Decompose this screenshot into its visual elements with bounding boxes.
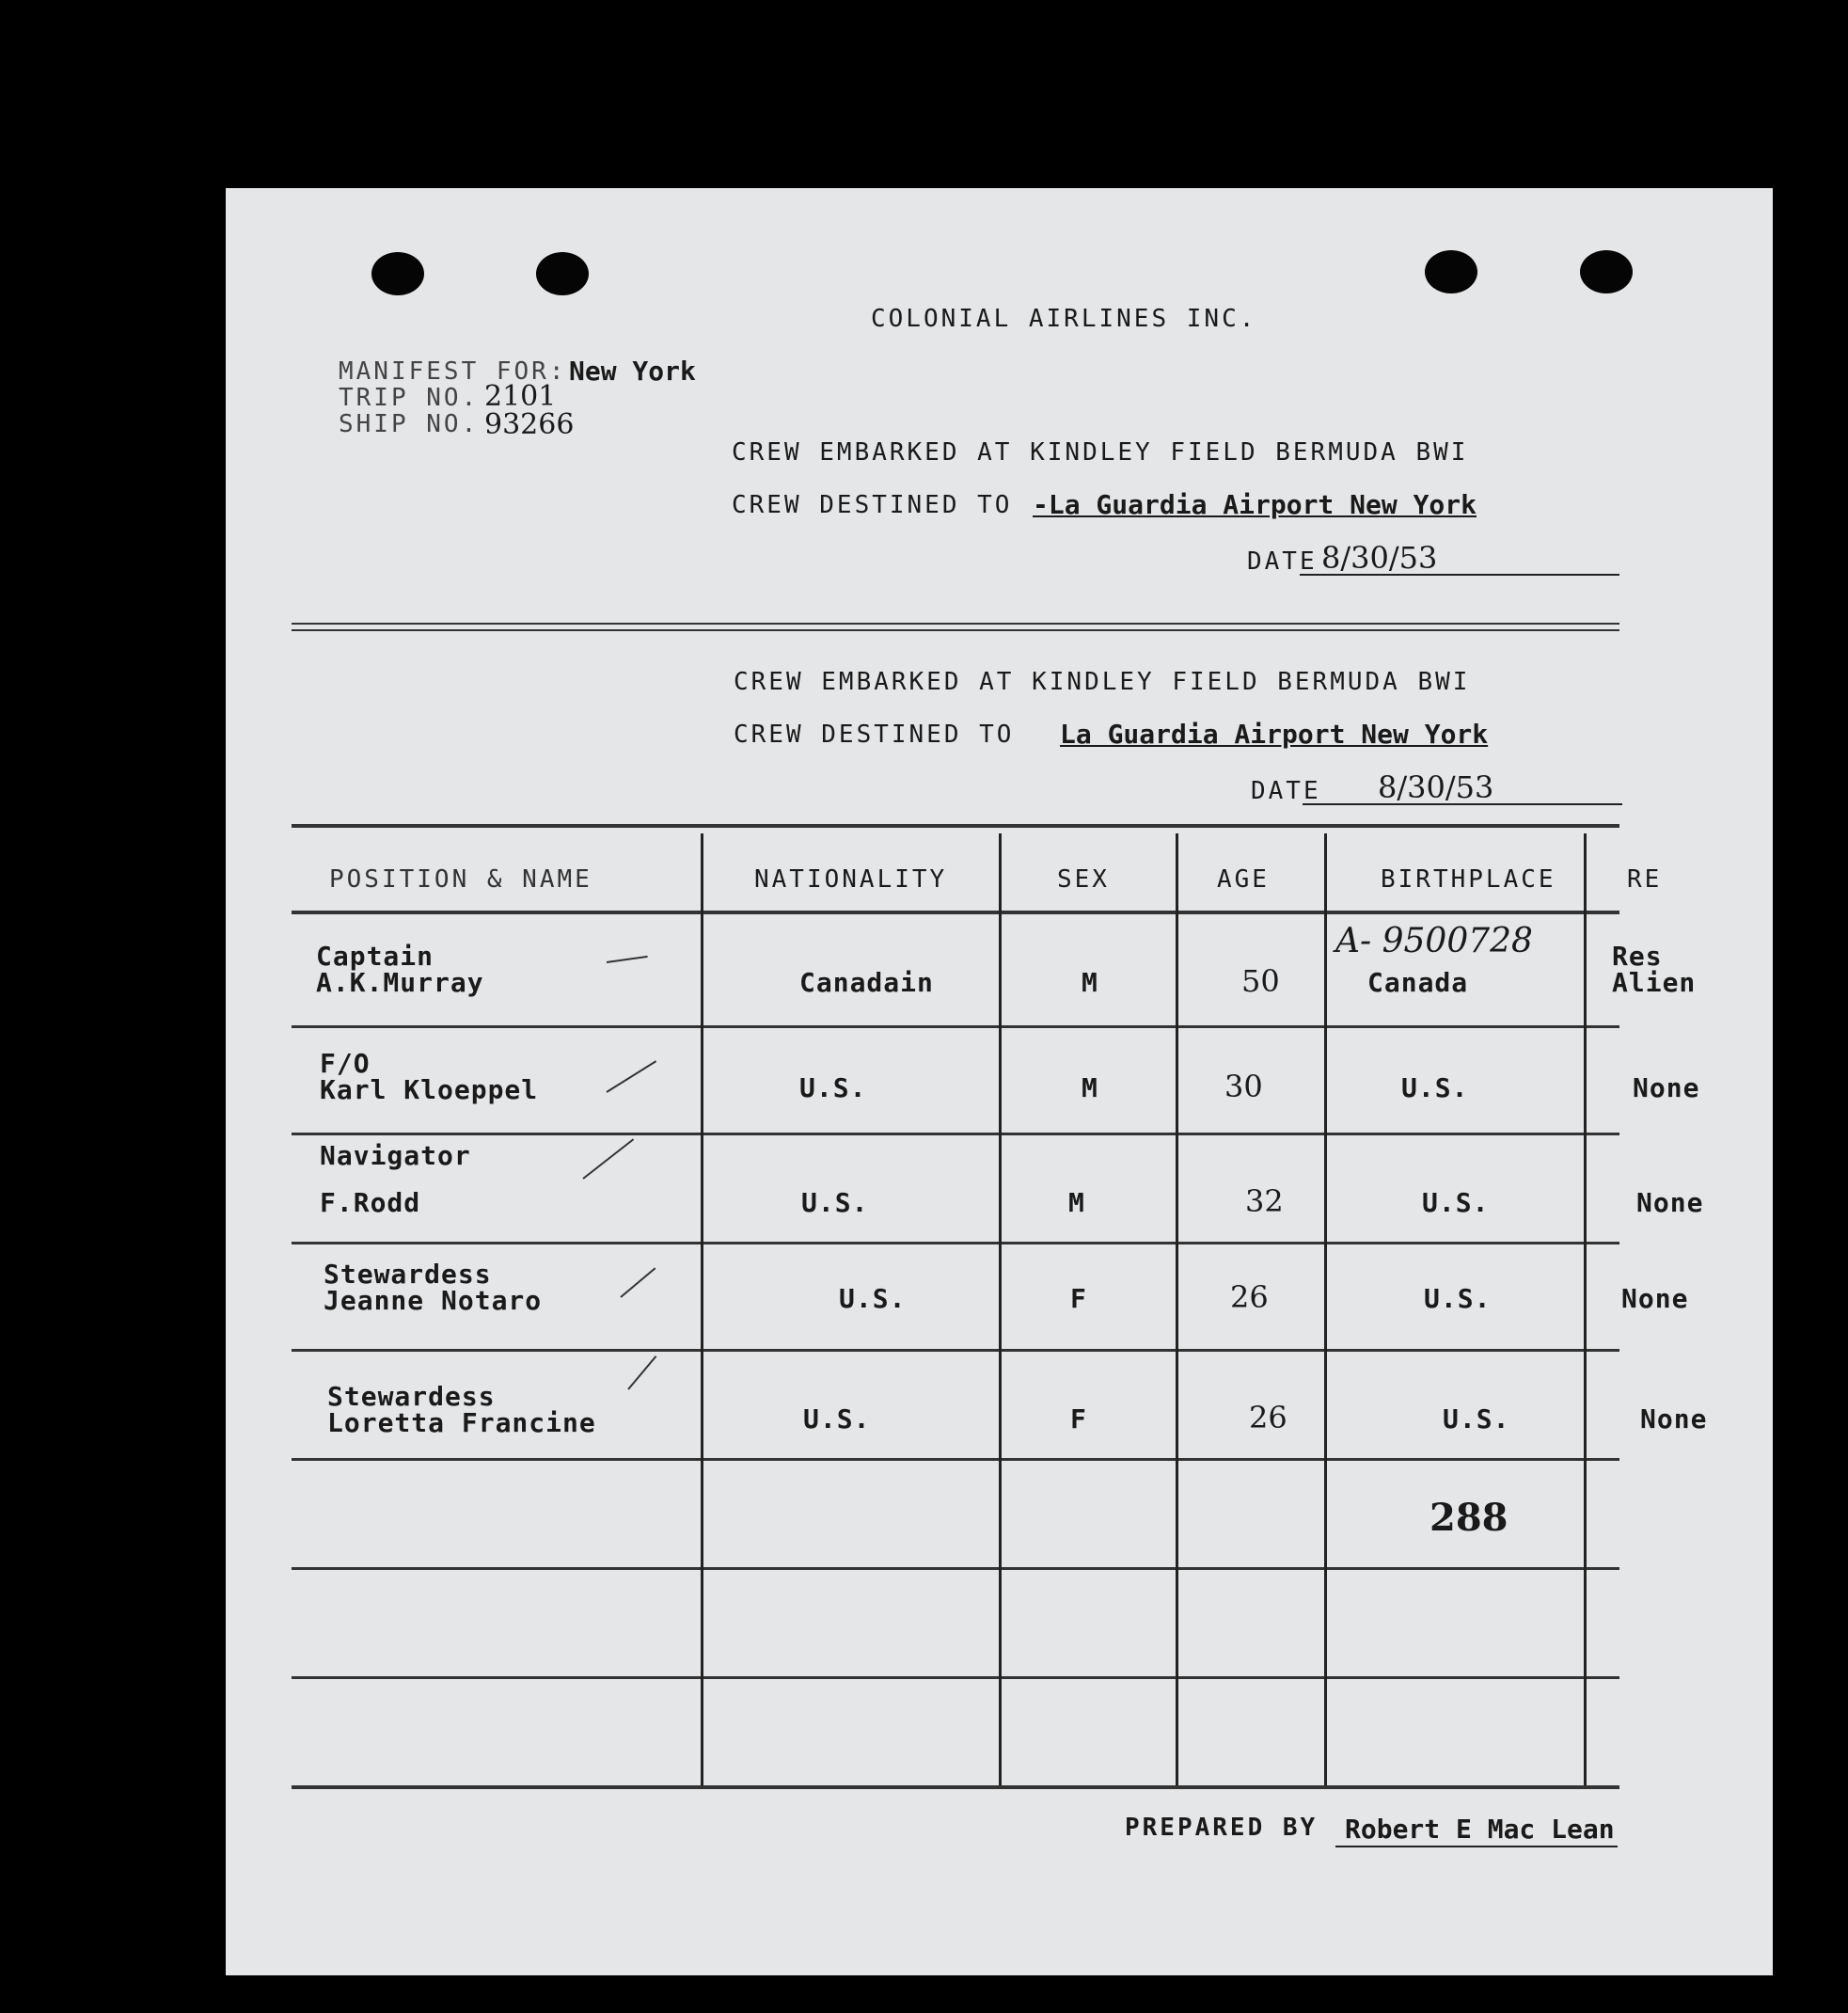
- crew-position: Stewardess: [327, 1381, 496, 1412]
- table-top-border: [292, 824, 1619, 828]
- crew-embarked-line: CREW EMBARKED AT KINDLEY FIELD BERMUDA BWI: [732, 438, 1469, 467]
- table-row-border: [292, 1242, 1619, 1244]
- check-mark: [627, 1355, 656, 1390]
- prepared-by-underline: [1335, 1846, 1618, 1847]
- prepared-by-label: PREPARED BY: [1125, 1814, 1319, 1842]
- table-row-border: [292, 1567, 1619, 1570]
- crew-residence: None: [1621, 1283, 1689, 1314]
- date-underline: [1303, 803, 1622, 805]
- manifest-for-value: New York: [569, 356, 696, 387]
- manifest-for-label: MANIFEST FOR:: [339, 357, 567, 386]
- manifest-sheet: [226, 188, 1773, 1975]
- table-column-divider: [999, 833, 1002, 1785]
- alien-registration-annotation: A- 9500728: [1335, 922, 1533, 960]
- table-column-divider: [1324, 833, 1327, 1785]
- prepared-by-value: Robert E Mac Lean: [1345, 1814, 1615, 1845]
- table-row-border: [292, 1349, 1619, 1352]
- crew-residence: Alien: [1612, 967, 1697, 998]
- crew-name: Jeanne Notaro: [324, 1285, 543, 1316]
- column-header-re: RE: [1627, 865, 1663, 894]
- crew-destined-value: -La Guardia Airport New York: [1033, 489, 1477, 520]
- table-column-divider: [701, 833, 703, 1785]
- crew-age: 26: [1249, 1400, 1287, 1435]
- punch-hole: [1425, 250, 1477, 293]
- column-header-age: AGE: [1217, 865, 1270, 894]
- column-header-position-name: POSITION & NAME: [329, 865, 592, 894]
- date-underline: [1300, 574, 1619, 576]
- crew-destined-value: La Guardia Airport New York: [1060, 719, 1489, 750]
- crew-position: Navigator: [320, 1140, 471, 1171]
- crew-birthplace: U.S.: [1401, 1072, 1469, 1103]
- ship-number-label: SHIP NO.: [339, 410, 480, 438]
- trip-number-label: TRIP NO.: [339, 384, 480, 412]
- column-header-nationality: NATIONALITY: [754, 865, 948, 894]
- crew-age: 26: [1230, 1279, 1269, 1315]
- crew-sex: M: [1068, 1187, 1085, 1218]
- date-value: 8/30/53: [1378, 769, 1494, 805]
- table-row-border: [292, 1025, 1619, 1028]
- crew-destined-label: CREW DESTINED TO: [732, 491, 1013, 519]
- crew-residence: Res: [1612, 941, 1663, 972]
- table-column-divider: [1176, 833, 1178, 1785]
- table-column-divider: [1584, 833, 1587, 1785]
- column-header-sex: SEX: [1057, 865, 1110, 894]
- crew-name: Karl Kloeppel: [320, 1074, 539, 1105]
- crew-nationality: U.S.: [801, 1187, 869, 1218]
- date-label: DATE: [1251, 777, 1321, 805]
- crew-embarked-line: CREW EMBARKED AT KINDLEY FIELD BERMUDA BWI: [734, 668, 1471, 696]
- date-label: DATE: [1247, 547, 1318, 576]
- table-row-border: [292, 1458, 1619, 1461]
- punch-hole: [371, 252, 424, 295]
- crew-position: Captain: [316, 941, 434, 972]
- crew-nationality: U.S.: [803, 1403, 871, 1434]
- crew-birthplace: U.S.: [1443, 1403, 1510, 1434]
- crew-birthplace: Canada: [1367, 967, 1469, 998]
- crew-name: Loretta Francine: [327, 1407, 596, 1438]
- table-bottom-border: [292, 1785, 1619, 1789]
- crew-sex: M: [1082, 967, 1098, 998]
- crew-nationality: U.S.: [839, 1283, 907, 1314]
- check-mark: [620, 1267, 655, 1297]
- stamp-number: 288: [1429, 1496, 1508, 1540]
- column-header-birthplace: BIRTHPLACE: [1381, 865, 1556, 894]
- crew-residence: None: [1636, 1187, 1704, 1218]
- ship-number-value: 93266: [484, 408, 575, 441]
- crew-name: A.K.Murray: [316, 967, 484, 998]
- check-mark: [582, 1138, 634, 1179]
- section-divider: [292, 623, 1619, 631]
- crew-destined-label: CREW DESTINED TO: [734, 721, 1015, 749]
- crew-birthplace: U.S.: [1424, 1283, 1492, 1314]
- trip-number-value: 2101: [484, 380, 557, 413]
- crew-age: 30: [1224, 1069, 1263, 1104]
- crew-nationality: U.S.: [799, 1072, 867, 1103]
- crew-age: 50: [1241, 963, 1280, 999]
- crew-residence: None: [1633, 1072, 1700, 1103]
- table-header-border: [292, 911, 1619, 914]
- crew-residence: None: [1640, 1403, 1708, 1434]
- crew-position: F/O: [320, 1048, 371, 1079]
- punch-hole: [1580, 250, 1633, 293]
- table-row-border: [292, 1676, 1619, 1679]
- crew-nationality: Canadain: [799, 967, 934, 998]
- crew-age: 32: [1245, 1183, 1284, 1219]
- check-mark: [606, 1060, 656, 1093]
- crew-sex: F: [1070, 1283, 1087, 1314]
- company-name: COLONIAL AIRLINES INC.: [871, 305, 1257, 333]
- crew-sex: F: [1070, 1403, 1087, 1434]
- check-mark: [607, 956, 648, 963]
- punch-hole: [536, 252, 589, 295]
- date-value: 8/30/53: [1321, 540, 1438, 576]
- table-row-border: [292, 1133, 1619, 1135]
- crew-position: Stewardess: [324, 1259, 492, 1290]
- crew-sex: M: [1082, 1072, 1098, 1103]
- crew-name: F.Rodd: [320, 1187, 421, 1218]
- crew-birthplace: U.S.: [1422, 1187, 1490, 1218]
